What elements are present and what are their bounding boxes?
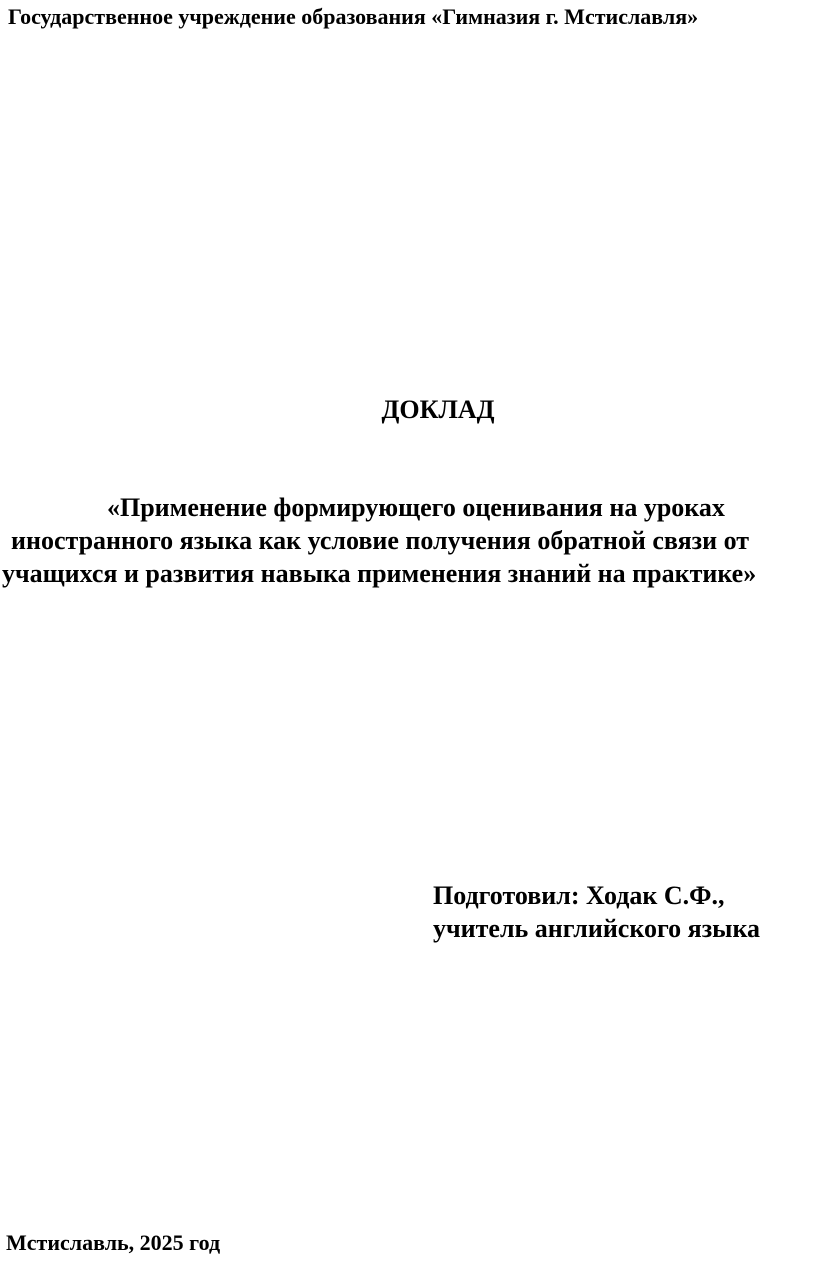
place-and-year: Мстиславль, 2025 год — [6, 1230, 221, 1255]
author-name: Подготовил: Ходак С.Ф., — [433, 881, 725, 910]
author-position: учитель английского языка — [433, 914, 761, 943]
topic-line-3: учащихся и развития навыка применения знаний на практике» — [2, 559, 757, 588]
document-type-title: ДОКЛАД — [381, 395, 495, 424]
author-block — [433, 879, 760, 945]
topic-line-2: иностранного языка как условие получения обратной связи от — [11, 526, 750, 555]
topic-line-1: «Применение формирующего оценивания на уроках — [107, 493, 725, 522]
institution-header: Государственное учреждение образования «Гимназия г. Мстиславля» — [8, 4, 699, 29]
report-topic — [0, 491, 816, 590]
